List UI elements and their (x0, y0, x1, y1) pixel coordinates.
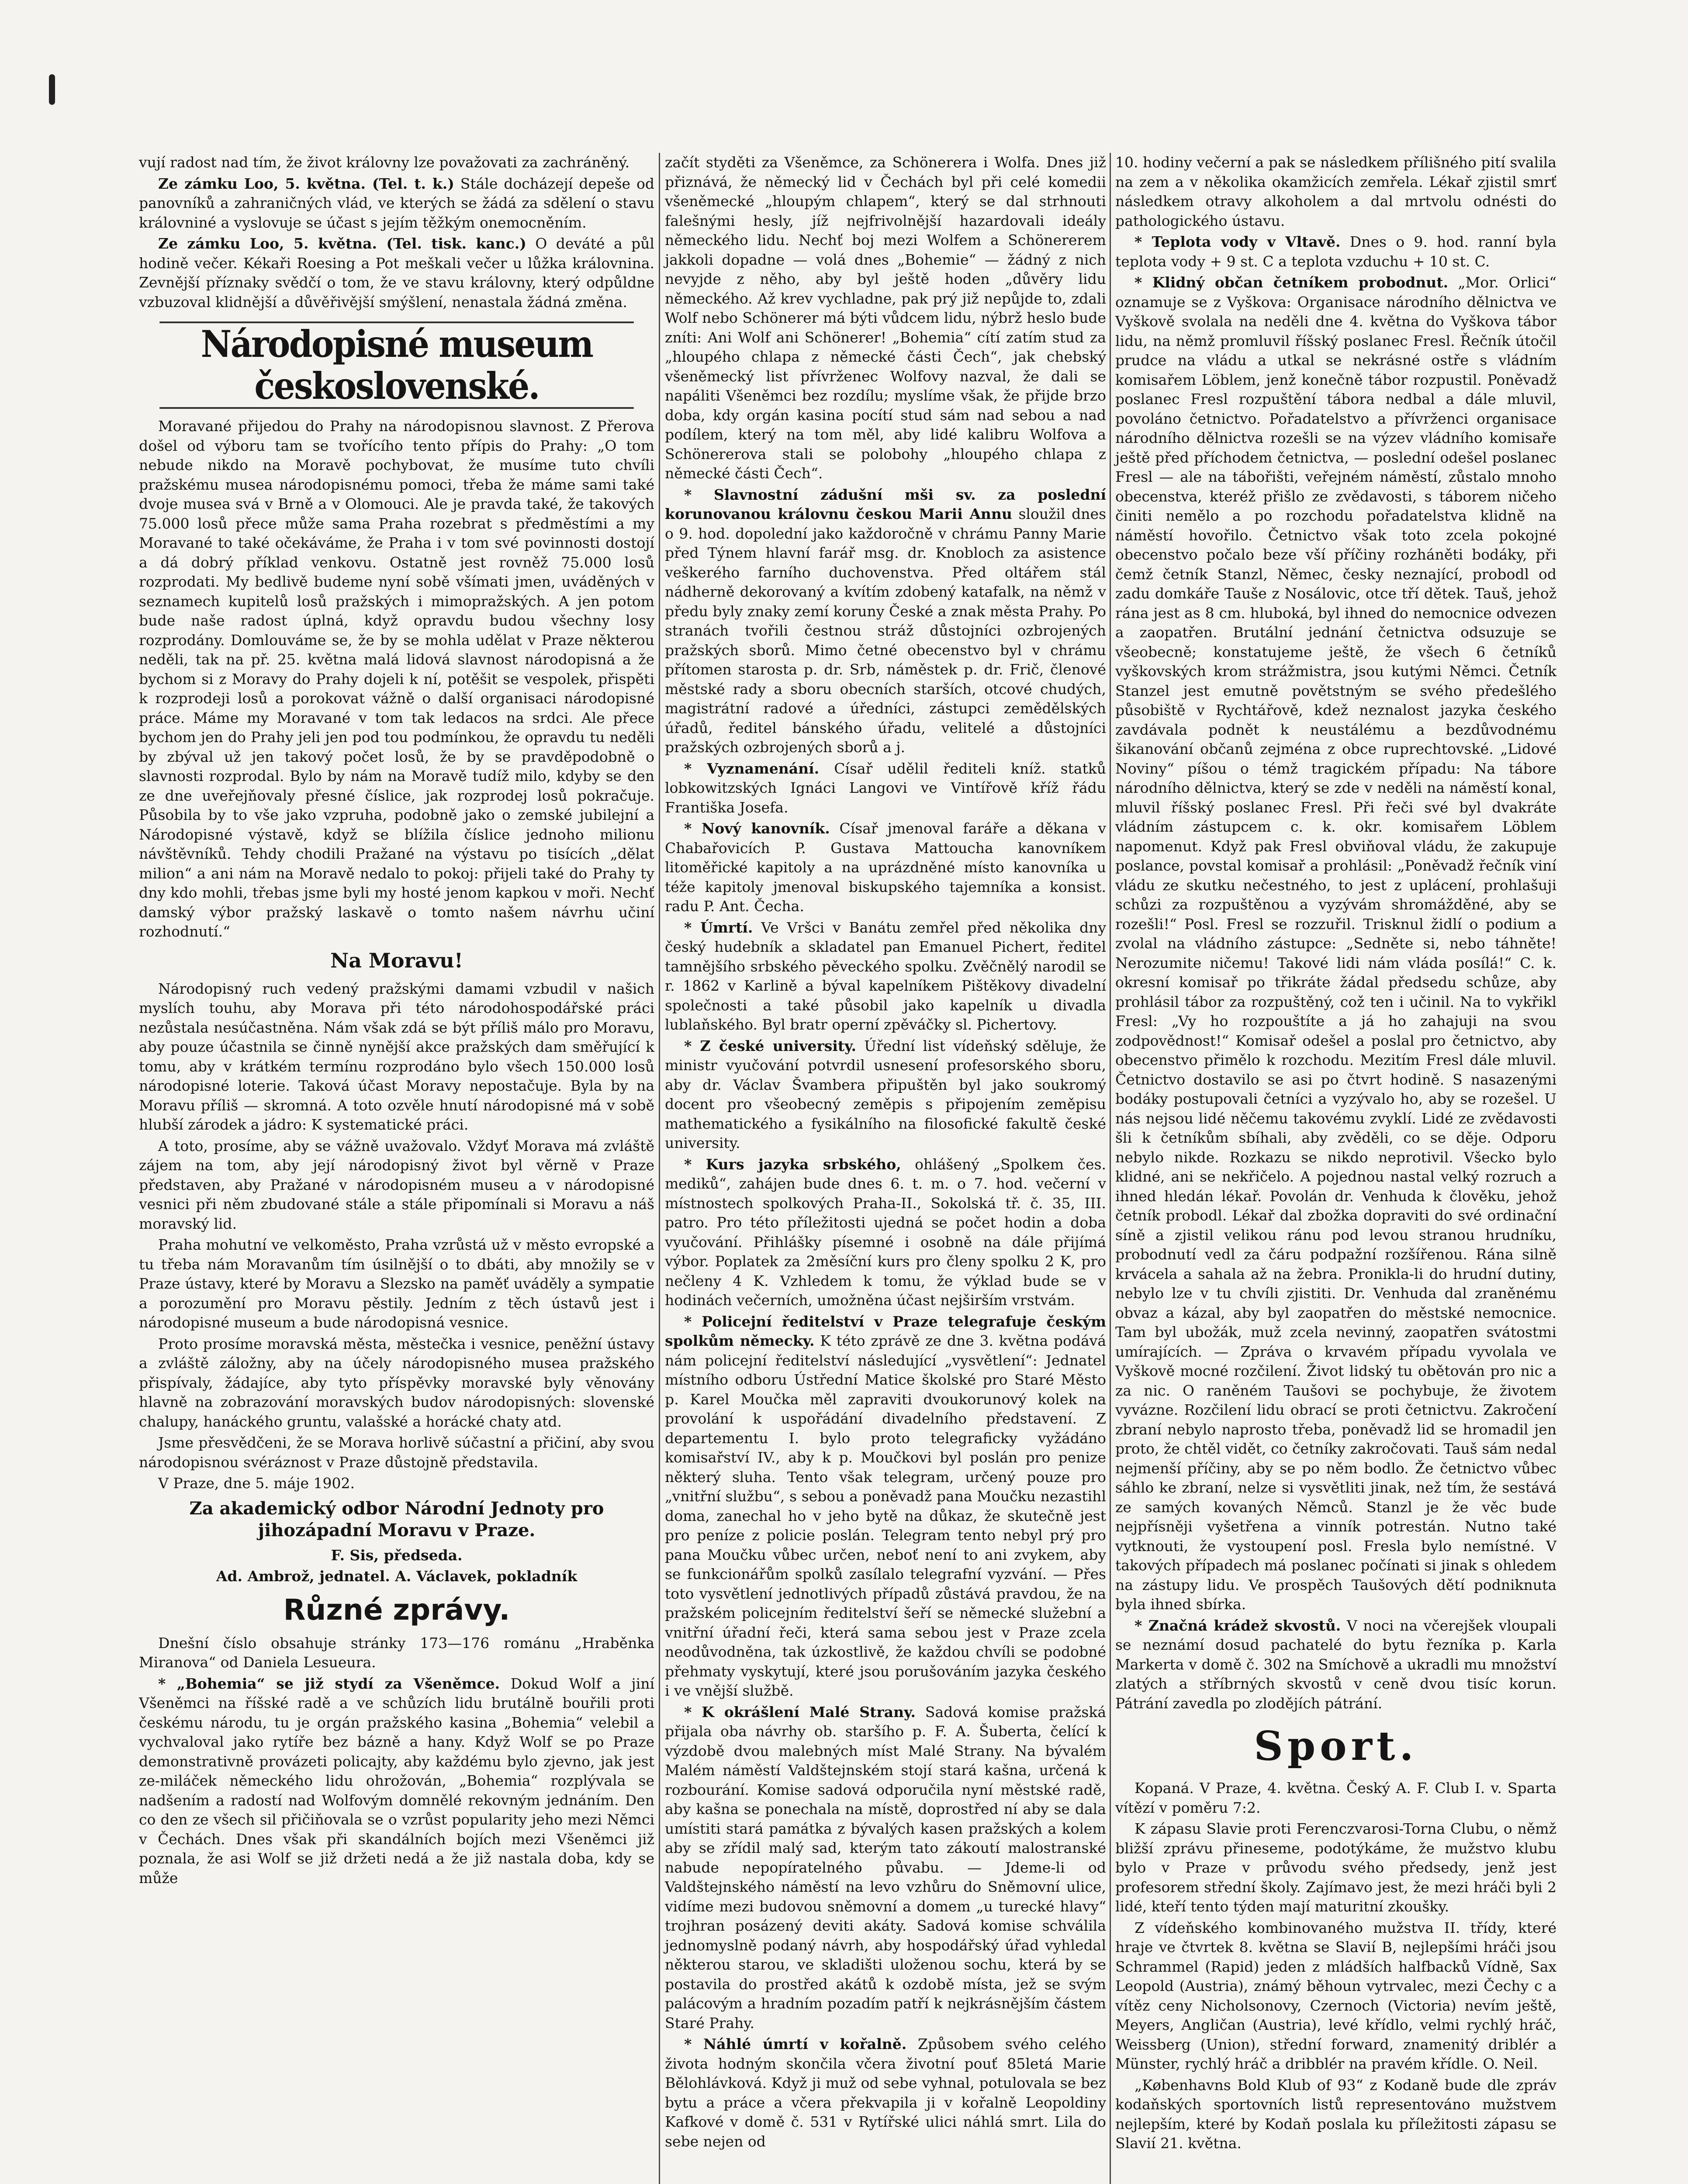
obituary-article (665, 918, 1106, 1035)
date-line: V Praze, dne 5. máje 1902. (158, 1475, 355, 1492)
sport-football-result: Kopaná. V Praze, 4. května. Český A. F. Club I. v. Sparta vítězí v poměru 7:2. (1115, 1780, 1557, 1816)
university-body: Úřední list vídeňský sděluje, že ministr vyučování potvrdil usnesení profesorského sboru, aby dr. Václav Švambera připuštěn byl jako soukromý docent pro všeobecný zeměpis s připojením zeměpisu mathematického a fysikálního na filosofické fakultě české university. (665, 1037, 1106, 1151)
museum-article-body: Moravané přijedou do Prahy na národopisnou slavnost. Z Přerova došel od výboru tam se tvořícího tento přípis do Prahy: „O tom nebude nikdo na Moravě pochybovat, že musíme tuto chvíli pražskému musea národopisnému pomoci, třeba že máme sami také dvoje musea svá v Brně a v Olomouci. Ale je pravda také, že takových 75.000 losů přece může sama Praha rozebrat s předměstími a my Moravané to také očekáváme, že Praha i v tom své povinnosti dostojí a dá dobrý příklad venkovu. Ostatně jest rovněž 75.000 losů rozprodati. My bedlivě budeme nyní sobě všímati jmen, uváděných v seznamech kupitelů losů pražských i mimopražských. A jen potom bude naše radost úplná, když opravdu budou všechny losy rozprodány. Domlouváme se, že by se mohla udělat v Praze některou neděli, tak na př. 25. května malá lidová slavnost národopisná a že bychom si z Moravy do Prahy dojeli k ní, potěšit se vespolek, přispěti k rozprodeji losů a porokovat vážně o další organisaci národopisné práce. Máme my Moravané v tom tak ledacos na srdci. Ale přece bychom jen do Prahy jeli jen pod tou podmínkou, že opravdu tu neděli by zbýval už jen takový počet losů, že by se pravděpodobně o slavnosti rozprodal. Bylo by nám na Moravě tudíž milo, kdyby se den ze dne uveřejňovaly přesné číslice, jak rozprodej losů pokračuje. Působila by to vše jako vzpruha, podobně jako o zemské jubilejní a Národopisné výstavě, když se blížila číslice jednoho milionu návštěvníků. Tehdy chodili Pražané na výstavu po tisících „dělat milion“ a ani nám na Moravě nedalo to pokoj: přijeli také do Prahy ty dny kdo mohli, třebas jsme byli my hosté jenom kapkou v moři. Nechť damský výbor pražský laskavě o tomto našem návrhu učiní rozhodnutí.“ (139, 418, 654, 940)
stabbing-heading: * Klidný občan četníkem probodnut. (1135, 274, 1449, 291)
museum-headline: Národopisné museum československé. (159, 321, 634, 409)
mala-strana-body: Sadová komise pražská přijala oba návrhy ob. staršího p. F. A. Šuberta, čelící k výzdobě dvou malebných míst Malé Strany. Na bývalém Malém náměstí Valdštejnském stojí stará kašna, určená k rozbourání. Komise sadová odporučila nyní městské radě, aby kašna se ponechala na místě, doprostřed ní aby se dala umístiti stará památka z bývalých kasen pražských a kolem aby se zřídil malý sad, kterým tato zákoutí malostranské nabude nepopíratelného půvabu. — Jdeme-li od Valdštejnského náměstí na levo vzhůru do Sněmovní ulice, vidíme mezi budovou sněmovní a domem „u turecké hlavy“ trojhran posázený deviti akáty. Sadová komise schválila jednomyslně podaný návrh, aby hospodářský úřad vyhledal některou starou, ve skladišti uloženou sochu, která by se postavila do prostřed akátů k ozdobě místa, jež se svým palácovým a hradním pozadím patří k nejkrásnějším částem Staré Prahy. (665, 1703, 1106, 2032)
na-moravu-headline: Na Moravu! (330, 948, 463, 972)
association-signature-title: Za akademický odbor Národní Jednoty pro jihozápadní Moravu v Praze. (189, 1498, 604, 1541)
sudden-death-continuation: 10. hodiny večerní a pak se následkem přílišného pití svalila na zem a v několika okamžicích zemřela. Lékař zjistil smrť následkem otravy alkoholem a dal mrtvolu odnésti do pathologického ústavu. (1115, 154, 1557, 229)
honor-heading: * Vyznamenání. (684, 760, 820, 777)
loo-report-1 (139, 174, 654, 233)
serbian-course-heading: * Kurs jazyka srbského, (684, 1155, 901, 1173)
column-rule-left (659, 153, 660, 2184)
na-moravu-paragraph-2: A toto, prosíme, aby se vážně uvažovalo. Vždyť Morava má zvláště zájem na tom, aby její národopisný život byl věrně v Praze představen, aby Pražané v národopisném museu a v národopisné vesnici při něm zbudované stále a stále připomínali si Moravu a náš moravský lid. (139, 1137, 654, 1232)
water-temperature-heading: * Teplota vody v Vltavě. (1135, 233, 1341, 250)
novel-notice: Dnešní číslo obsahuje stránky 173—176 románu „Hraběnka Miranova“ od Daniela Lesueura. (139, 1634, 654, 1671)
page-edge-mark (49, 74, 55, 105)
column-rule-right (1110, 153, 1111, 2184)
stabbing-body: „Mor. Orlici“ oznamuje se z Vyškova: Organisace národního dělnictva ve Vyškově svolala na neděli dne 4. května do Vyškova tábor lidu, na němž promluvil říšský poslanec Fresl. Řečník útočil prudce na vládu a utkal se nekrásné ostře s vládním komisařem Löblem, jenž konečně tábor rozpustil. Poněvadž poslanec Fresl rozpuštění tábora nedbal a dále mluvil, povoláno četnictvo. Pořadatelstvo a přívrženci organisace národního dělnictva rozešli se na výzev vládního komisaře ještě před příchodem četnictva, — poslední odešel poslanec Fresl — ale na tábořišti, veřejném náměstí, zůstalo mnoho obecenstva, kteréž přišlo ze zvědavosti, s táborem ničeho činiti nemělo a po rozchodu pořadatelstva klidně na náměstí hovořilo. Četnictvo však toto zcela pokojné obecenstvo počalo beze vší příčiny rozháněti bodáky, při čemž četník Stanzl, Němec, česky neznající, probodl od zadu domkáře Tauše z Nosálovic, otce tří dětek. Tauš, jehož rána jest as 8 cm. hluboká, byl ihned do nemocnice odvezen a zaopatřen. Brutální jednání četnictva odsuzuje se všeobecně; konstatujeme ještě, že všech 6 četníků vyškovských krom strážmistra, jsou kutými Němci. Četník Stanzel jest emutně povětstným se svého předešlého působiště v Rychtářově, kdež neznalost jazyka českého zavdávala podnět k neustálému a bezdůvodnému šikanování občanů zejména z obce ruprechtovské. „Lidové Noviny“ píšou o témž tragickém případu: Na tábore národního dělnictva, který se zde v neděli na náměstí konal, mluvil říšský poslanec Fresl. Při řeči své byl dvakráte vládním zástupcem c. k. okr. komisařem Löblem napomenut. Když pak Fresl obviňoval vládu, že zakupuje poslance, povstal komisař a prohlásil: „Poněvadž řečník viní vládu ze skutku nečestného, to jest z uplácení, prohlašuji schůzi za rozpuštěnou a vyzývám shromážděné, aby se rozešli!“ Posl. Fresl se rozzuřil. Trisknul židlí o podium a zvolal na vládního zástupce: „Sedněte si, nebo táhněte! Nerozumite ničemu! Takové lidi nám vláda posílá!“ C. k. okresní komisař po třikráte žádal předsedu schůze, aby prohlásil tábor za rozpuštěný, což ten i učinil. Na to vykřikl Fresl: „Vy ho rozpouštíte a já ho zahajuji na svou zodpovědnost!“ Komisař odešel a poslal pro četnictvo, aby obecenstvo přimělo k rozchodu. Mezitím Fresl dále mluvil. Četnictvo dostavilo se asi po čtvrt hodině. S nasazenými bodáky postupovali četníci a vyzývalo ho, aby se rozešel. U nás nejsou lidé něčemu takovému zvyklí. Lidé ze zvědavosti šli k četníkům sbíhali, aby zvěděli, co se děje. Odporu nebylo nikde. Rozkazu se nikdo neprotivil. Všecko bylo klidné, ani se nekřičelo. A pojednou nastal velký rozruch a ihned hledán lékař. Povolán dr. Venhuda k člověku, jehož četník probodl. Lékař dal zbožka dopraviti do své ordinační síně a zjistil velikou ránu pod levou stranou hrudníku, probodnutí vedl za čáru podpažní rozšířenou. Rána silně krvácela a sahala až na žebra. Pronikla-li do hrudní dutiny, nebylo lze v tu chvíli zjistiti. Dr. Venhuda dal zraněnému obvaz a kázal, aby byl zaopatřen do městské nemocnice. Tam byl ubožák, muž zcela nevinný, zaopatřen svátostmi umírajících. — Zpráva o krvavém případu vyvolala ve Vyškově mocné rozčilení. Život lidský tu obětován pro nic a za nic. O raněném Taušovi se pochybuje, že životem vyvázne. Rozčilení lidu obrací se proti četnictvu. Zakročení zbraní nebylo naprosto třeba, poněvadž lid se hromadil jen proto, že chtěl vidět, co četníky zakročovati. Tauš sám nedal nejmenší příčiny, aby se po něm bodlo. Že četnictvo vůbec sáhlo ke zbraní, nelze si vysvětliti jinak, než tím, že sestává ze samých kovaných Němců. Stanzl je že věc bude nejpřísněji vyšetřena a vinník potrestán. Nutno také vytknouti, že vystoupení posl. Fresla bylo nemístné. V takových případech má poslanec počínati si jinak s ohledem na zástupy lidu. Ve prospěch Taušových dětí podniknuta byla ihned sbírka. (1115, 274, 1557, 1613)
sudden-death-heading: * Náhlé úmrtí v kořalně. (684, 2035, 907, 2053)
theft-body: V noci na včerejšek vloupali se neznámí dosud pachatelé do bytu řezníka p. Karla Markerta v domě č. 302 na Smíchově a ukradli mu množství zlatých a stříbrných skvostů v ceně dvou tisíc korun. Pátrání zavedla po zlodějích pátrání. (1115, 1617, 1557, 1712)
loo-report-2-heading: Ze zámku Loo, 5. května. (Tel. tisk. kanc.) (158, 235, 526, 252)
queen-intro-text: vují radost nad tím, že život královny lze považovati za zachráněný. (139, 154, 630, 171)
vsenemci-continuation: začít styděti za Všeněmce, za Schönerera i Wolfa. Dnes již přiznává, že německý lid v Čechách byl při celé komedii všeněmecké „hloupým chlapem“, který se dal strhnouti falešnými hesly, jíž nejfrivolnější hazardovali ideály německého lidu. Nechť boj mezi Wolfem a Schönererem jakkoli dopadne — volá dnes „Bohemie“ — žádný z nich nevyjde z něho, aby byl ještě hoden „důvěry lidu německého. Až krev vychladne, pak prý již nepůjde to, zdali Wolf nebo Schönerer má býti vůdcem lidu, nýbrž heslo bude zníti: Ani Wolf ani Schönerer! „Bohemia“ cítí zatím stud za „hloupého chlapa z německé části Čech“, jak chebský všeněmecký list přívrženec Wolfovy nazval, že dali se napáliti Všeněmci bez rozdílu; myslíme však, že přijde brzo doba, kdy orgán kasina pocítí stud sám nad sebou a nad podílem, který na tom měl, aby lidé kalibru Wolfova a Schönererova stali se polobohy „hloupého chlapa z německé části Čech“. (665, 154, 1106, 482)
column-middle (665, 153, 1106, 2153)
police-telegraph-body: K této zprávě ze dne 3. května podává nám policejní ředitelství následující „vysvětlení“: Jednatel místního odboru Ústřední Matice školské pro Staré Město p. Karel Moučka měl zapraviti dvoukorunový kolek na provolání k uspořádání divadelního představení. Z departementu I. bylo proto telegraficky vyžádáno komisařství IV., aby k p. Moučkovi byl poslán pro penize některý sluha. Tento však telegram, určený pouze pro „vnitřní službu“, s sebou a poněvadž pana Moučku nezastihl doma, zanechal ho v jeho bytě na důkaz, že skutečně jest pro peníze z policie poslán. Telegram tento nebyl prý pro pana Moučku vůbec určen, neboť není to ani zvykem, aby se funkcionářům spolků zasílalo telegrafní vyzvání. — Přes toto vysvětlení jednotlivých případů zůstává pravdou, že na pražském policejním ředitelství šeří se německé služební a vnitřní úřadní řeči, která sama sebou jest v Praze zcela neodůvodněna, tak úzkostlivě, že každou chvíli se podobné přehmaty vyskytují, které jsou porušováním jazyka českého i ve vnější službě. (665, 1332, 1106, 1699)
honor-body: Císař udělil řediteli kníž. statků lobkowitzských Ignáci Langovi ve Vintířově kříž řádu Františka Josefa. (665, 760, 1106, 816)
column-right (1115, 153, 1557, 2155)
serbian-course-article (665, 1155, 1106, 1310)
obituary-body: Ve Vršci v Banátu zemřel před několika dny český hudebník a skladatel pan Emanuel Pichert, ředitel tamnějšího srbského pěveckého spolku. Zvěčnělý narodil se r. 1862 v Karlině a býval kapelníkem Pištěkovy divadelní společnosti a také působil jako kapelník u divadla lublaňského. Byl bratr operní zpěváčky sl. Pichertovy. (665, 919, 1106, 1033)
requiem-mass-body: sloužil dnes o 9. hod. dopolední jako každoročně v chrámu Panny Marie před Týnem hlavní farář msg. dr. Knobloch za asistence veškerého farního duchovenstva. Před oltářem stál nádherně dekorovaný a kvítím zdobený katafalk, na němž v předu byly znaky zemí koruny České a znak města Prahy. Po stranách tvořili čestnou stráž důstojníci ozbrojených pražských sborů. Mimo četné obecenstvo byl v chrámu přítomen starosta p. dr. Srb, náměstek p. dr. Frič, členové městské rady a sboru obecních starších, otcové chudých, magistrátní radové a úředníci, zástupci zemědělských úřadů, ředitel bánského úřadu, velitelé a důstojníci pražských ozbrojených sborů a j. (665, 505, 1106, 756)
sport-vienna-team: Z vídeňského kombinovaného mužstva II. třídy, které hraje ve čtvrtek 8. května se Slavií B, nejlepšími hráči jsou Schrammel (Rapid) jeden z mládších halfbacků Vídně, Sax Leopold (Austria), známý běhoun vytrvalec, mezi Čechy c a vítěz ceny Nicholsonovy, Czernoch (Victoria) nevím ještě, Meyers, Angličan (Austria), levé křídlo, velmi rychlý hráč, Weissberg (Union), střední forward, znamenitý driblér a Münster, rychlý hráč a dribblér na pravém křídle. O. Neil. (1115, 1919, 1557, 2072)
loo-report-1-body: Stále docházejí depeše od panovníků a zahraničných vlád, ve kterých se žádá za sdělení o stavu královniné a vyslovuje se účast s jejím těžkým onemocněním. (139, 175, 654, 231)
loo-report-2 (139, 234, 654, 312)
theft-article (1115, 1616, 1557, 1714)
loo-report-2-body: O deváté a půl hodině večer. Kékaři Roesing a Pot meškali večer u lůžka královnina. Zevnější příznaky svědčí o tom, že ve stavu královny, který odpůldne vzbuzoval klidnější a důvěřivější smýšlení, nenastala žádná změna. (139, 235, 654, 311)
signature-chair: F. Sis, předseda. (331, 1546, 463, 1564)
police-telegraph-article (665, 1312, 1106, 1701)
signature-officers: Ad. Ambrož, jednatel. A. Václavek, pokladník (216, 1568, 578, 1585)
column-left (139, 153, 654, 1890)
requiem-mass-heading: * Slavnostní zádušní mši sv. za poslední korunovanou královnu českou Marii Annu (665, 486, 1106, 522)
na-moravu-paragraph-3: Praha mohutní ve velkoměsto, Praha vzrůstá už v město evropské a tu třeba nám Moravanům tím úsilnější o to dbáti, aby množily se v Praze ústavy, které by Moravu a Slezsko na paměť uváděly a sympatie a porozumění pro Moravu pěstily. Jedním z těch ústavů jest i národopisné museum a bude národopisná vesnice. (139, 1236, 654, 1331)
sport-slavia-match: K zápasu Slavie proti Ferenczvarosi-Torna Clubu, o němž bližší zprávu přineseme, podotýkáme, že mužstvo klubu bylo v Praze v průvodu svého předsedy, jenž jest profesorem střední školy. Zajímavo jest, že mezi hráči byli 2 lidé, kteří tento týden mají maturitní zkoušky. (1115, 1820, 1557, 1915)
sport-copenhagen-club: „Københavns Bold Klub of 93“ z Kodaně bude dle zpráv kodaňských sportovních listů representováno mužstvem nejlepším, které by Kodaň poslala ku příležitosti zápasu se Slavií 21. května. (1115, 2076, 1557, 2152)
water-temperature-body: Dnes o 9. hod. ranní byla teplota vody + 9 st. C a teplota vzduchu + 10 st. C. (1115, 233, 1557, 270)
mala-strana-article (665, 1703, 1106, 2033)
sport-headline: Sport. (1254, 1722, 1418, 1769)
theft-heading: * Značná krádež skvostů. (1135, 1617, 1341, 1634)
canon-heading: * Nový kanovník. (684, 820, 830, 837)
water-temperature-article (1115, 232, 1557, 271)
university-article (665, 1037, 1106, 1153)
sudden-death-article (665, 2035, 1106, 2151)
na-moravu-paragraph-4: Proto prosíme moravská města, městečka i vesnice, peněžní ústavy a zvláště záložny, aby na účely národopisného musea pražského přispívaly, žádajíce, aby tyto příspěvky moravské byly věnovány hlavně na zobrazování moravských budov národopisných: slovenské chalupy, hanáckého gruntu, valašské a horácké chaty atd. (139, 1335, 654, 1430)
loo-report-1-heading: Ze zámku Loo, 5. května. (Tel. t. k.) (158, 175, 454, 192)
canon-article (665, 819, 1106, 916)
na-moravu-paragraph-1: Národopisný ruch vedený pražskými damami vzbudil v našich myslích touhu, aby Morava při této národohospodářské práci nezůstala nesúčastněna. Nám však zdá se být příliš málo pro Moravu, aby pouze účastnila se činně nynější akce pražských dam směřující k tomu, aby v krátkém termínu rozprodáno bylo všech 150.000 losů národopisné loterie. Taková účast Moravy nepostačuje. Byla by na Moravu příliš — skromná. A toto ozvěle hnutí národopisné má v sobě hlubší zárodek a jádro: K systematické práci. (139, 980, 654, 1133)
sudden-death-body: Způsobem svého celého života hodným skončila včera životní pouť 85letá Marie Bělohlávková. Když ji muž od sebe vyhnal, potulovala se bez bytu a práce a včera překvapila ji v kořalně Leopoldiny Kafkové v domě č. 531 v Rytířské ulici náhlá smrt. Lila do sebe nejen od (665, 2035, 1106, 2150)
vsenemci-article (139, 1674, 654, 1888)
serbian-course-body: ohlášený „Spolkem čes. mediků“, zahájen bude dnes 6. t. m. o 7. hod. večerní v místnostech spolkových Praha-II., Sokolská tř. č. 35, III. patro. Pro této příležitosti ujedná se počet hodin a doba vyučování. Přihlášky písemné i osobně na dále přijímá výbor. Poplatek za 2měsíční kurs pro členy spolku 2 K, pro nečleny 4 K. Vzhledem k tomu, že výklad bude se v hodinách večerních, umožněna účast nejširším vrstvám. (665, 1155, 1106, 1309)
stabbing-article (1115, 273, 1557, 1614)
vsenemci-heading: * „Bohemia“ se již stydí za Všeněmce. (158, 1675, 500, 1692)
na-moravu-paragraph-5: Jsme přesvědčeni, že se Morava horlivě súčastní a přičiní, aby svou národopisnou svéráznost v Praze důstojně představila. (139, 1434, 654, 1471)
obituary-heading: * Úmrtí. (684, 919, 753, 936)
police-telegraph-heading: * Policejní ředitelství v Praze telegrafuje českým spolkům německy. (665, 1313, 1106, 1349)
honor-article (665, 759, 1106, 818)
misc-news-headline: Různé zprávy. (283, 1593, 510, 1627)
vsenemci-body: Dokud Wolf a jiní Všeněmci na říšské radě a ve schůzích lidu brutálně bouřili proti českému národu, tu je orgán pražského kasina „Bohemia“ velebil a vychvaloval jako rytíře bez bázně a hany. Když Wolf se po Praze demonstrativně provázeti policajty, aby každému bylo zjevno, jak jest ze-miláček německého lidu ohrožován, „Bohemia“ rozplývala se nadšením a radostí nad Wolfovým domnělé rekovným jednáním. Den co den ze všech sil přičiňovala se o vzrůst popularity jeho mezi Němci v Čechách. Dnes však při skandálních bojích mezi Všeněmci již poznala, že asi Wolf se již držeti nedá a že již nastala doba, kdy se může (139, 1675, 655, 1887)
canon-body: Císař jmenoval faráře a děkana v Chabařovicích P. Gustava Mattoucha kanovníkem litoměřické kapitoly a na uprázdněné místo kanovníka u téže kapitoly jmenoval biskupského tajemníka a konsist. radu P. Ant. Čecha. (665, 820, 1106, 915)
university-heading: * Z české university. (684, 1037, 857, 1054)
mala-strana-heading: * K okrášlení Malé Strany. (684, 1703, 916, 1721)
requiem-mass-article (665, 485, 1106, 757)
